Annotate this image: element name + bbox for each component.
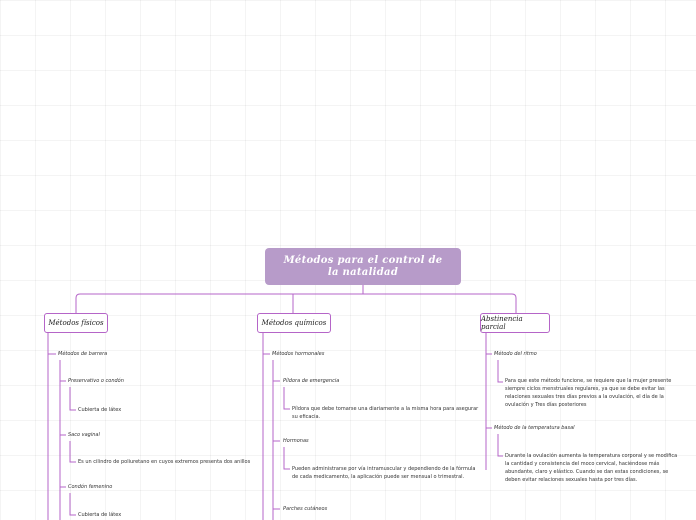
topic-saco-vaginal[interactable]: Saco vaginal	[68, 432, 100, 438]
topic-metodo-del-ritmo[interactable]: Método del ritmo	[494, 351, 537, 357]
topic-pildora[interactable]: Píldora de emergencia	[283, 378, 340, 384]
topic-parches-cutaneos[interactable]: Parches cutáneos	[283, 506, 328, 512]
topic-condon-femenino[interactable]: Condón femenino	[68, 484, 113, 490]
branch-abstinencia-parcial[interactable]	[480, 313, 550, 333]
central-topic[interactable]	[265, 248, 461, 285]
topic-note[interactable]: Durante la ovulación aumenta la temperatura corporal y se modifica la cantidad y consistencia del moco cervical, haciéndose más abundante, claro y elástico. Cuando se dan estas condiciones, se deben evitar relaciones sexuales hasta por tres días.	[505, 453, 678, 483]
central-topic-label: Métodos para el control de la natalidad	[283, 254, 443, 278]
topic-metodos-hormonales[interactable]: Métodos hormonales	[272, 351, 325, 357]
topic-note[interactable]: Pueden administrarse por vía intramuscular y dependiendo de la fórmula de cada medicamento, la aplicación puede ser mensual o trimestral.	[292, 466, 476, 480]
branch-label: Abstinencia parcial	[481, 315, 523, 331]
branch-metodos-fisicos[interactable]	[44, 313, 108, 333]
topic-temperatura-basal[interactable]: Método de la temperatura basal	[494, 425, 575, 431]
branch-label: Métodos químicos	[261, 319, 327, 327]
branch-metodos-quimicos[interactable]	[257, 313, 331, 333]
topic-note[interactable]: Es un cilindro de poliuretano en cuyos extremos presenta dos anillos	[78, 459, 251, 465]
topic-metodos-de-barrera[interactable]: Métodos de barrera	[58, 351, 108, 357]
topic-note[interactable]: Píldora que debe tomarse una diariamente a la misma hora para asegurar su eficacia.	[292, 406, 479, 420]
topic-note[interactable]: Cubierta de látex	[78, 407, 122, 413]
topic-hormonas[interactable]: Hormonas	[283, 438, 309, 444]
topic-preservativo[interactable]: Preservativo o condón	[68, 378, 124, 384]
topic-note[interactable]: Cubierta de látex	[78, 512, 122, 518]
topic-note[interactable]: Para que este método funcione, se requiere que la mujer presente siempre ciclos menstruales regulares, ya que se debe evitar las relaciones sexuales tres días previos a la ovulación, el día de la ovulación y Tres días posteriores	[505, 378, 672, 408]
branch-label: Métodos físicos	[48, 319, 104, 327]
